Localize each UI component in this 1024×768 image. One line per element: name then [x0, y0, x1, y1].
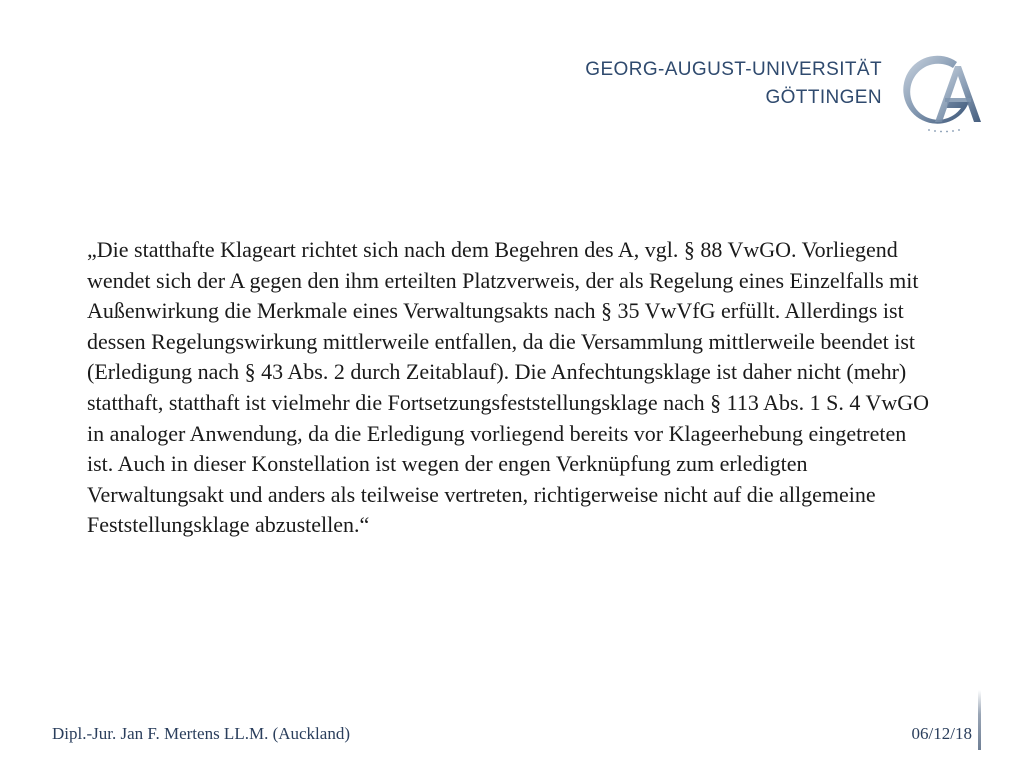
footer-date: 06/12/18 [911, 724, 972, 743]
footer-divider [978, 690, 981, 750]
university-name-line1: GEORG-AUGUST-UNIVERSITÄT [585, 59, 882, 80]
footer-author: Dipl.-Jur. Jan F. Mertens LL.M. (Auckland) [52, 724, 350, 743]
university-seal-icon [895, 50, 991, 134]
legal-quote-text: „Die statthafte Klageart richtet sich nach dem Begehren des A, vgl. § 88 VwGO. Vorliegend wendet sich der A gegen den ihm erteilten Platzverweis, der als Regelung eines Einzelfalls mit Außenwirkung die Merkmale eines Verwaltungsakts nach § 35 VwVfG erfüllt. Allerdings ist dessen Regelungswirkung mittlerweile entfallen, da die Versammlung mittlerweile beendet ist (Erledigung nach § 43 Abs. 2 durch Zeitablauf). Die Anfechtungsklage ist daher nicht (mehr) statthaft, statthaft ist vielmehr die Fortsetzungsfeststellungsklage nach § 113 Abs. 1 S. 4 VwGO in analoger Anwendung, da die Erledigung vorliegend bereits vor Klageerhebung eingetreten ist. Auch in dieser Konstellation ist wegen der engen Verknüpfung zum erledigten Verwaltungsakt und anders als teilweise vertreten, richtigerweise nicht auf die allgemeine Feststellungsklage abzustellen.“ [87, 237, 929, 538]
university-name [585, 56, 882, 112]
university-name-line2: GÖTTINGEN [765, 87, 882, 108]
